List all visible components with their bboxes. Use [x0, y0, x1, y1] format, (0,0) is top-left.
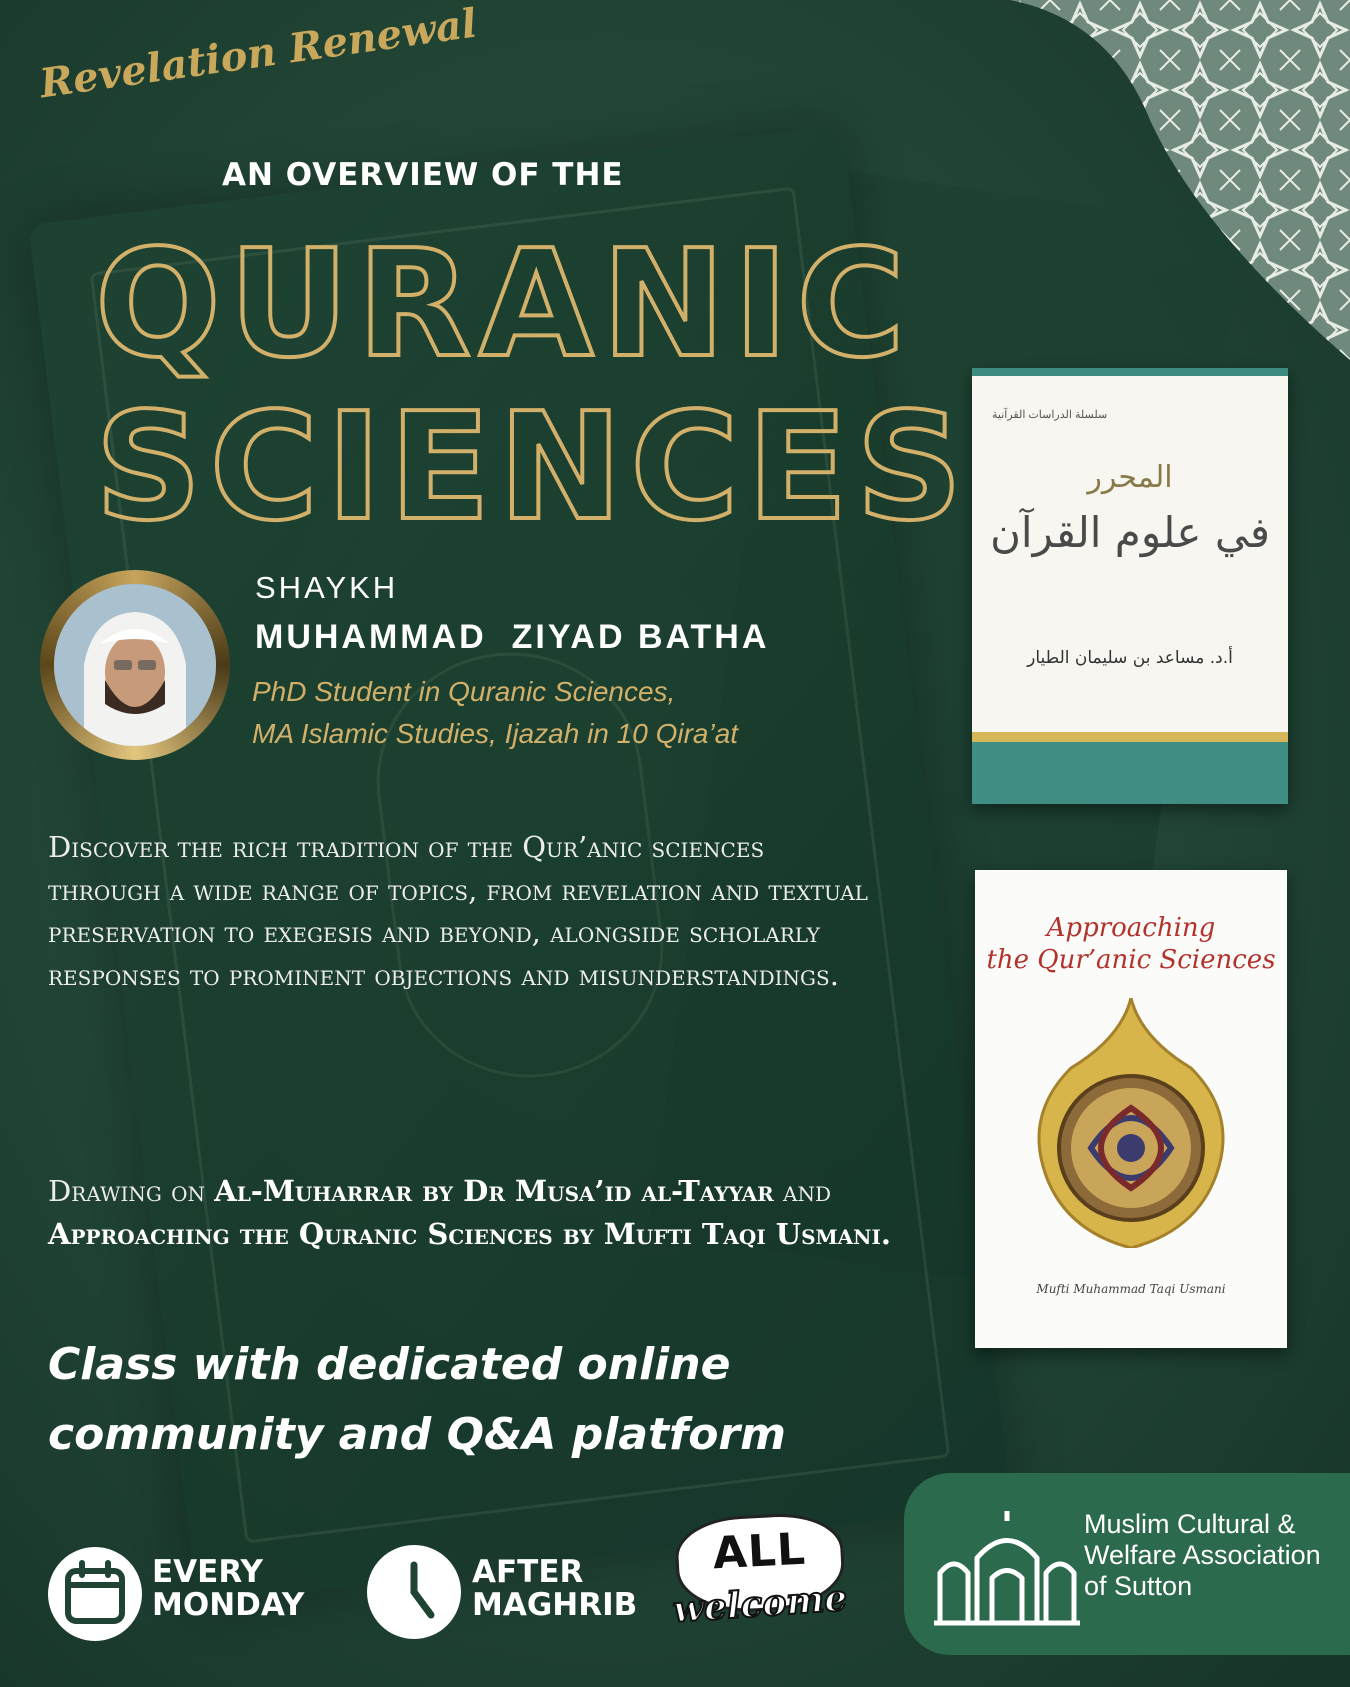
speaker-credential-2: MA Islamic Studies, Ijazah in 10 Qira’at — [252, 718, 739, 749]
clock-icon — [367, 1545, 461, 1639]
schedule-day-line-1: EVERY — [152, 1554, 263, 1590]
book1-arabic-author: أ.د. مساعد بن سليمان الطيار — [1027, 648, 1233, 668]
drawing-prefix: Drawing on — [48, 1174, 215, 1208]
title-line-2: SCIENCES — [95, 381, 971, 553]
book2-title-line-1: Approaching — [1046, 913, 1216, 943]
mosque-logo-icon — [932, 1503, 1082, 1628]
series-title: Revelation Renewal — [36, 0, 480, 108]
source-book-1: Al-Muharrar by Dr Musa’id al-Tayyar — [214, 1174, 774, 1208]
course-description: Discover the rich tradition of the Qur’anic sciences through a wide range of topics, from revelation and textual preservation to exegesis and beyond, alongside scholarly responses to prominent objections and misunderstandings. — [48, 830, 868, 992]
class-callout: Class with dedicated online community and Q&A platform — [48, 1339, 786, 1460]
source-book-2: Approaching the Quranic Sciences by Mufti Taqi Usmani. — [48, 1216, 891, 1251]
title-line-1: QURANIC — [95, 218, 914, 390]
speaker-credential-1: PhD Student in Quranic Sciences, — [252, 676, 676, 707]
speaker-honorific: SHAYKH — [255, 570, 399, 605]
book1-series: سلسلة الدراسات القرآنية — [992, 409, 1108, 421]
book1-arabic-title-top: المحرر — [1087, 460, 1173, 495]
badge-welcome-text: welcome — [671, 1576, 849, 1632]
source-books-text — [48, 1170, 898, 1255]
speaker-photo-icon — [54, 584, 216, 746]
speaker-name: MUHAMMAD ZIYAD BATHA — [255, 618, 770, 656]
overview-heading: AN OVERVIEW OF THE — [222, 157, 624, 193]
book2-title-line-2: the Qur’anic Sciences — [986, 945, 1276, 975]
book1-arabic-title: في علوم القرآن — [990, 508, 1270, 557]
schedule-time — [472, 1556, 637, 1622]
book2-title — [975, 912, 1287, 976]
medallion-icon — [1031, 998, 1231, 1248]
drawing-and: and — [773, 1174, 831, 1208]
geometric-pattern-corner — [990, 0, 1350, 360]
badge-all-text: ALL — [711, 1523, 808, 1580]
book-cover-al-muharrar — [972, 368, 1288, 804]
schedule-day-line-2: MONDAY — [152, 1587, 305, 1623]
calendar-icon — [48, 1547, 142, 1641]
book-cover-approaching — [975, 870, 1287, 1348]
speaker-avatar — [40, 570, 230, 760]
organization-name: Muslim Cultural & Welfare Association of Sutton — [1084, 1509, 1321, 1601]
organization-panel — [904, 1473, 1350, 1655]
schedule-day — [152, 1556, 304, 1622]
book2-author: Mufti Muhammad Taqi Usmani — [1036, 1282, 1226, 1296]
book1-bottom-band — [972, 742, 1288, 804]
book1-gold-line — [972, 732, 1288, 742]
schedule-time-line-2: MAGHRIB — [472, 1587, 638, 1623]
schedule-time-line-1: AFTER — [472, 1554, 584, 1590]
book1-top-band — [972, 368, 1288, 376]
